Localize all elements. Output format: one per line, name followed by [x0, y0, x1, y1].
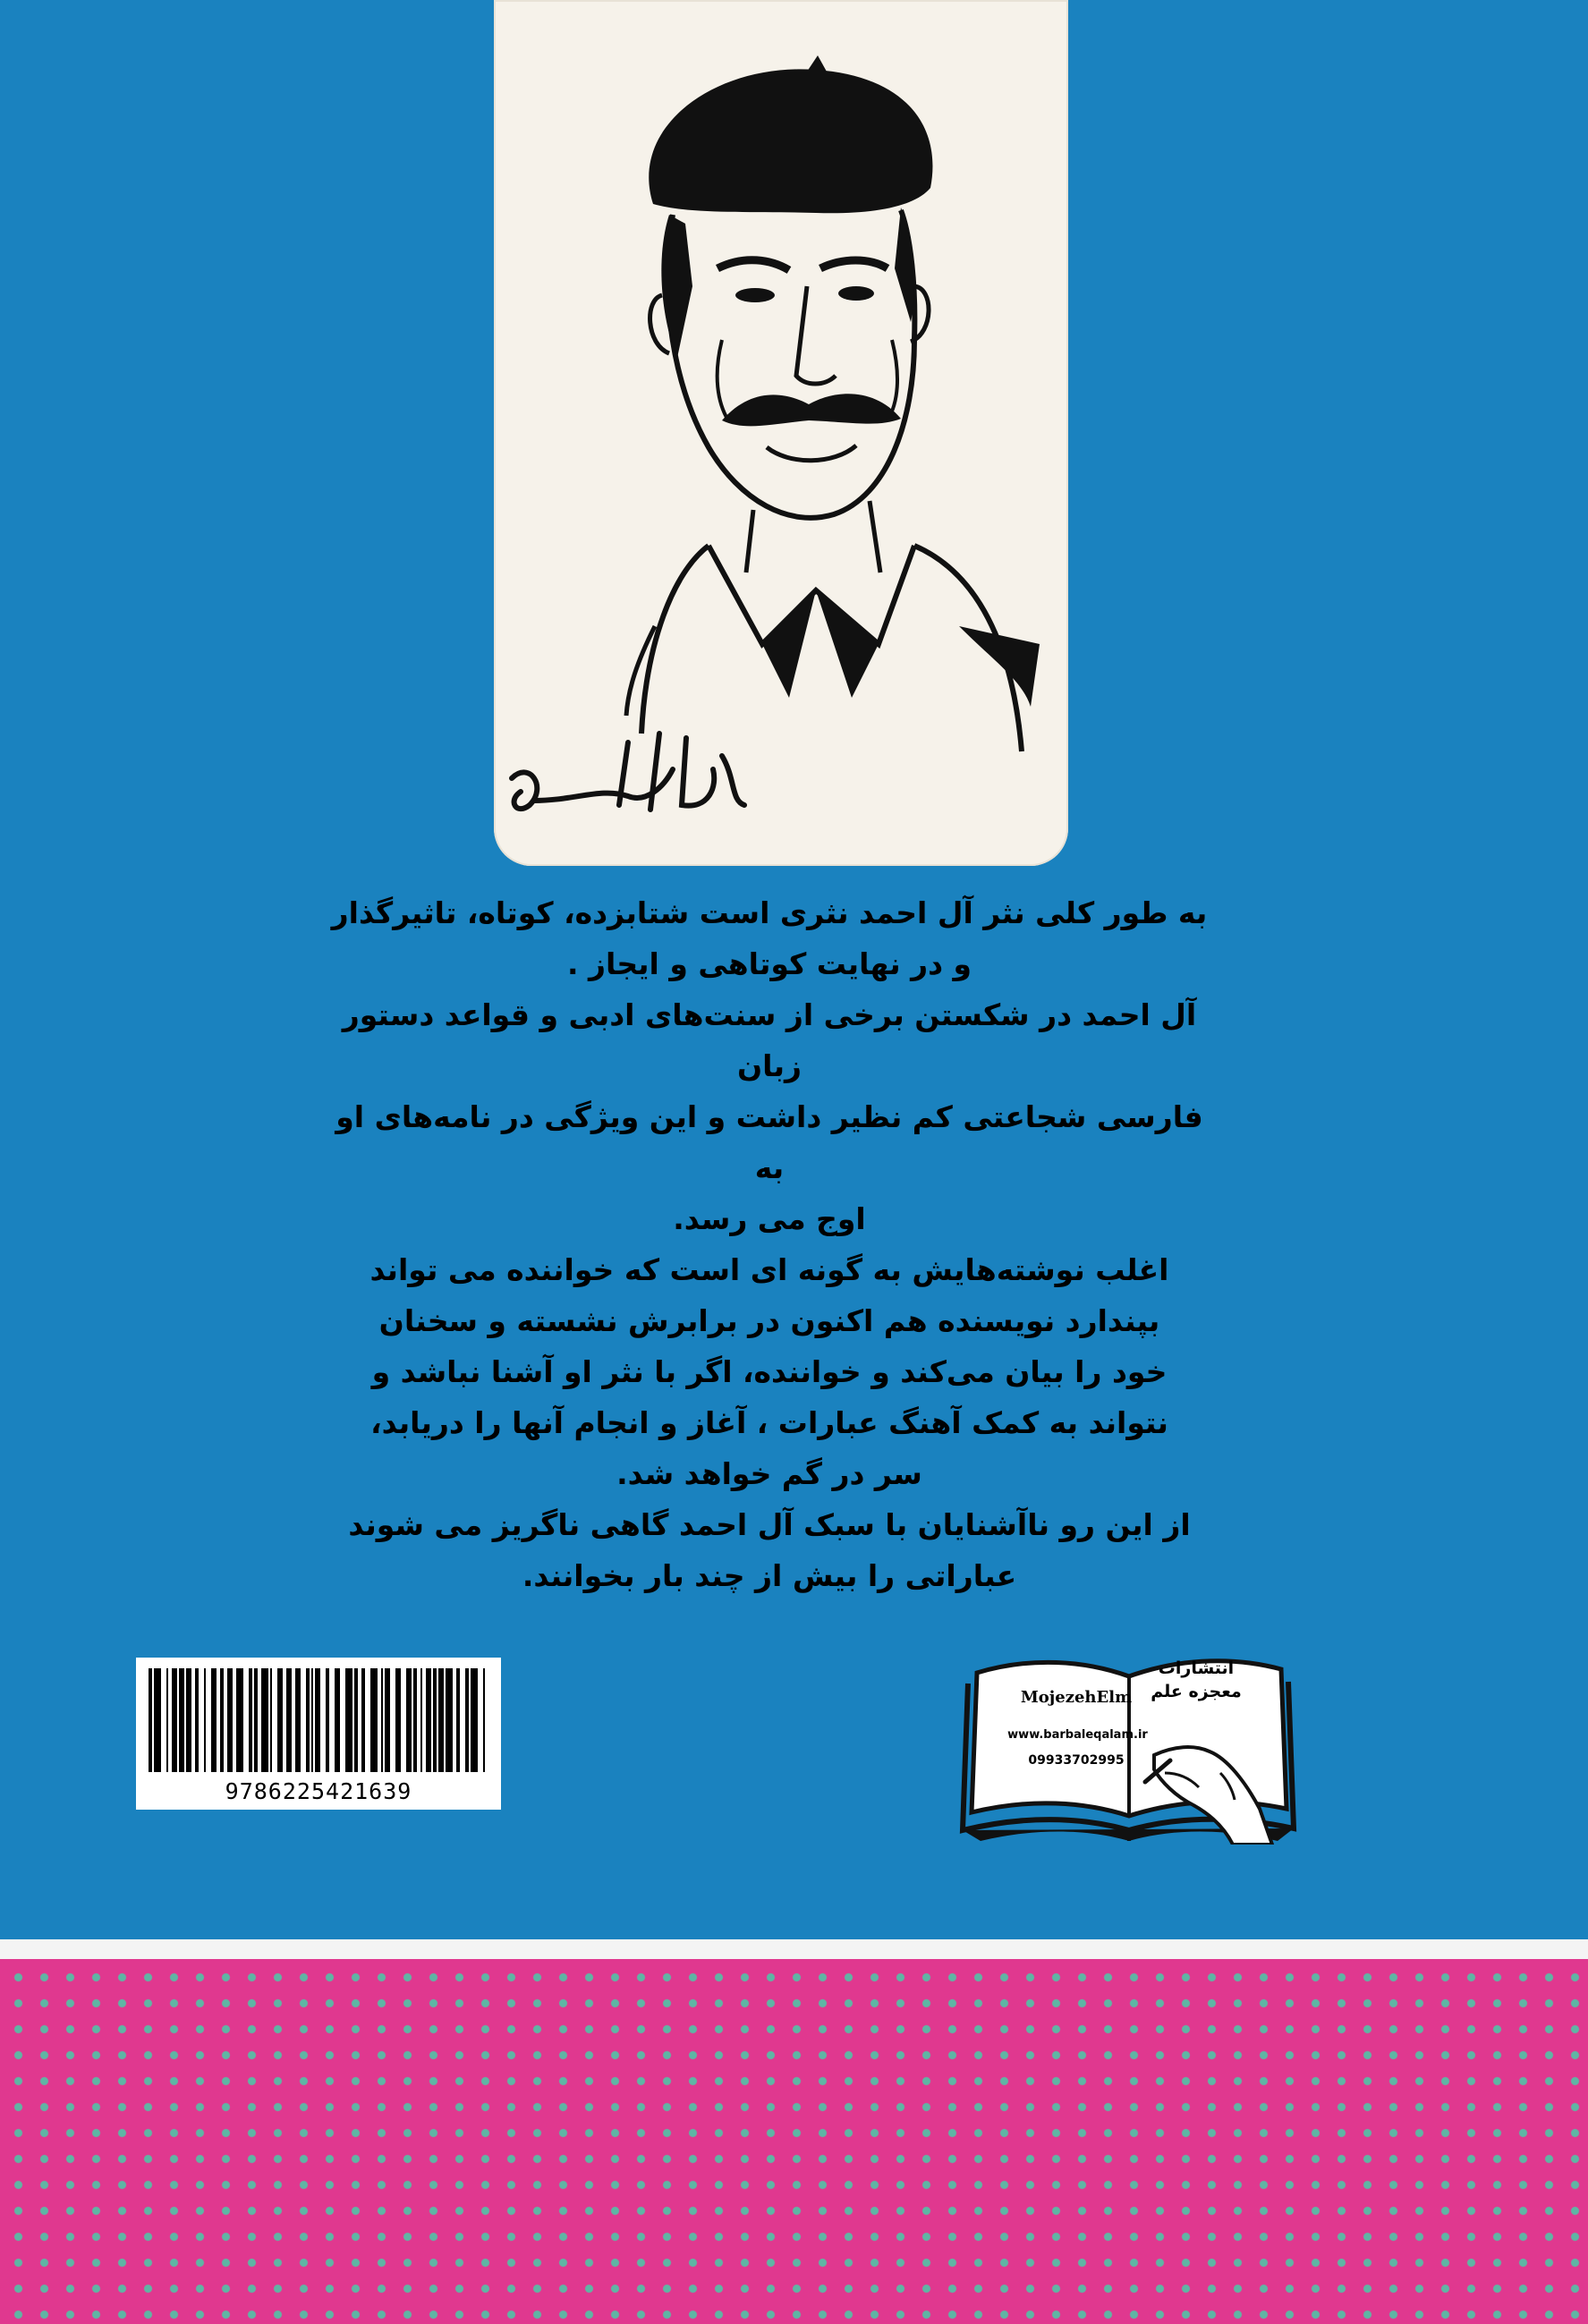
barcode-bar	[195, 1668, 199, 1772]
barcode-bars	[136, 1658, 501, 1776]
barcode-bar	[211, 1668, 217, 1772]
signature	[512, 734, 744, 810]
barcode-bar	[277, 1668, 283, 1772]
blurb-line: و در نهایت کوتاهی و ایجاز .	[566, 946, 972, 981]
barcode-bar	[471, 1668, 478, 1772]
barcode-bar	[172, 1668, 177, 1772]
publisher-logo	[959, 1639, 1297, 1845]
open-book-logo	[959, 1639, 1297, 1845]
barcode-bar	[345, 1668, 352, 1772]
barcode-bar	[204, 1668, 206, 1772]
blurb-line: از این رو ناآشنایان با سبک آل احمد گاهی ناگریز می شوند	[348, 1507, 1191, 1542]
portrait-illustration	[494, 0, 1068, 866]
blurb-line: عباراتی را بیش از چند بار بخوانند.	[522, 1558, 1017, 1593]
back-cover-blurb	[322, 887, 1217, 1601]
barcode-bar	[149, 1668, 152, 1772]
barcode-bar	[456, 1668, 460, 1772]
barcode-bar	[426, 1668, 431, 1772]
polka-dot-band	[0, 1959, 1588, 2324]
barcode-bar	[370, 1668, 378, 1772]
barcode-bar	[438, 1668, 444, 1772]
barcode-bar	[179, 1668, 184, 1772]
publisher-title-line: معجزه علم	[1151, 1682, 1242, 1701]
barcode-bar	[261, 1668, 268, 1772]
blurb-line: اغلب نوشته‌هایش به گونه ای است که خواننده می تواند	[369, 1252, 1169, 1287]
isbn-number: 9786225421639	[225, 1778, 412, 1804]
barcode-bar	[326, 1668, 329, 1772]
barcode-bar	[227, 1668, 233, 1772]
barcode-bar	[406, 1668, 412, 1772]
barcode-bar	[249, 1668, 252, 1772]
barcode-bar	[361, 1668, 365, 1772]
barcode-bar	[236, 1668, 243, 1772]
barcode-bar	[446, 1668, 453, 1772]
publisher-phone: 09933702995	[1028, 1753, 1125, 1768]
barcode-bar	[354, 1668, 358, 1772]
barcode-bar	[220, 1668, 224, 1772]
divider-stripe	[0, 1939, 1588, 1959]
barcode-bar	[335, 1668, 340, 1772]
publisher-title-line: انتشارات	[1158, 1658, 1235, 1678]
blurb-line: فارسی شجاعتی کم نظیر داشت و این ویژگی در نامه‌های او به	[335, 1099, 1203, 1185]
barcode-bar	[483, 1668, 485, 1772]
barcode-bar	[295, 1668, 301, 1772]
barcode-bar	[395, 1668, 401, 1772]
barcode-bar	[315, 1668, 320, 1772]
blurb-line: سر در گم خواهد شد.	[616, 1456, 922, 1491]
publisher-name-fa	[1147, 1657, 1245, 1703]
barcode-bar	[413, 1668, 417, 1772]
barcode-bar	[186, 1668, 191, 1772]
blurb-line: خود را بیان می‌کند و خواننده، اگر با نثر او آشنا نباشد و	[371, 1354, 1168, 1389]
barcode-bar	[286, 1668, 292, 1772]
publisher-name-latin: MojezehElm	[1020, 1688, 1133, 1707]
barcode-bar	[311, 1668, 313, 1772]
blurb-line: اوج می رسد.	[673, 1201, 866, 1236]
barcode-bar	[385, 1668, 390, 1772]
barcode-bar	[420, 1668, 422, 1772]
blurb-line: به طور کلی نثر آل احمد نثری است شتابزده، کوتاه، تاثیرگذار	[331, 895, 1208, 930]
barcode-bar	[306, 1668, 310, 1772]
barcode-bar	[270, 1668, 272, 1772]
barcode-bar	[154, 1668, 161, 1772]
barcode-bar	[254, 1668, 258, 1772]
blurb-line: آل احمد در شکستن برخی از سنت‌های ادبی و قواعد دستور زبان	[342, 997, 1197, 1083]
barcode-bar	[166, 1668, 168, 1772]
portrait-card	[494, 0, 1068, 866]
publisher-website: www.barbaleqalam.ir	[1007, 1728, 1148, 1742]
blurb-line: بپندارد نویسنده هم اکنون در برابرش نشسته و سخنان	[378, 1303, 1160, 1338]
barcode-bar	[433, 1668, 437, 1772]
barcode-bar	[465, 1668, 469, 1772]
barcode-bar	[381, 1668, 383, 1772]
isbn-barcode	[136, 1658, 501, 1810]
blurb-line: نتواند به کمک آهنگ عبارات ، آغاز و انجام آنها را دریابد،	[370, 1405, 1168, 1440]
